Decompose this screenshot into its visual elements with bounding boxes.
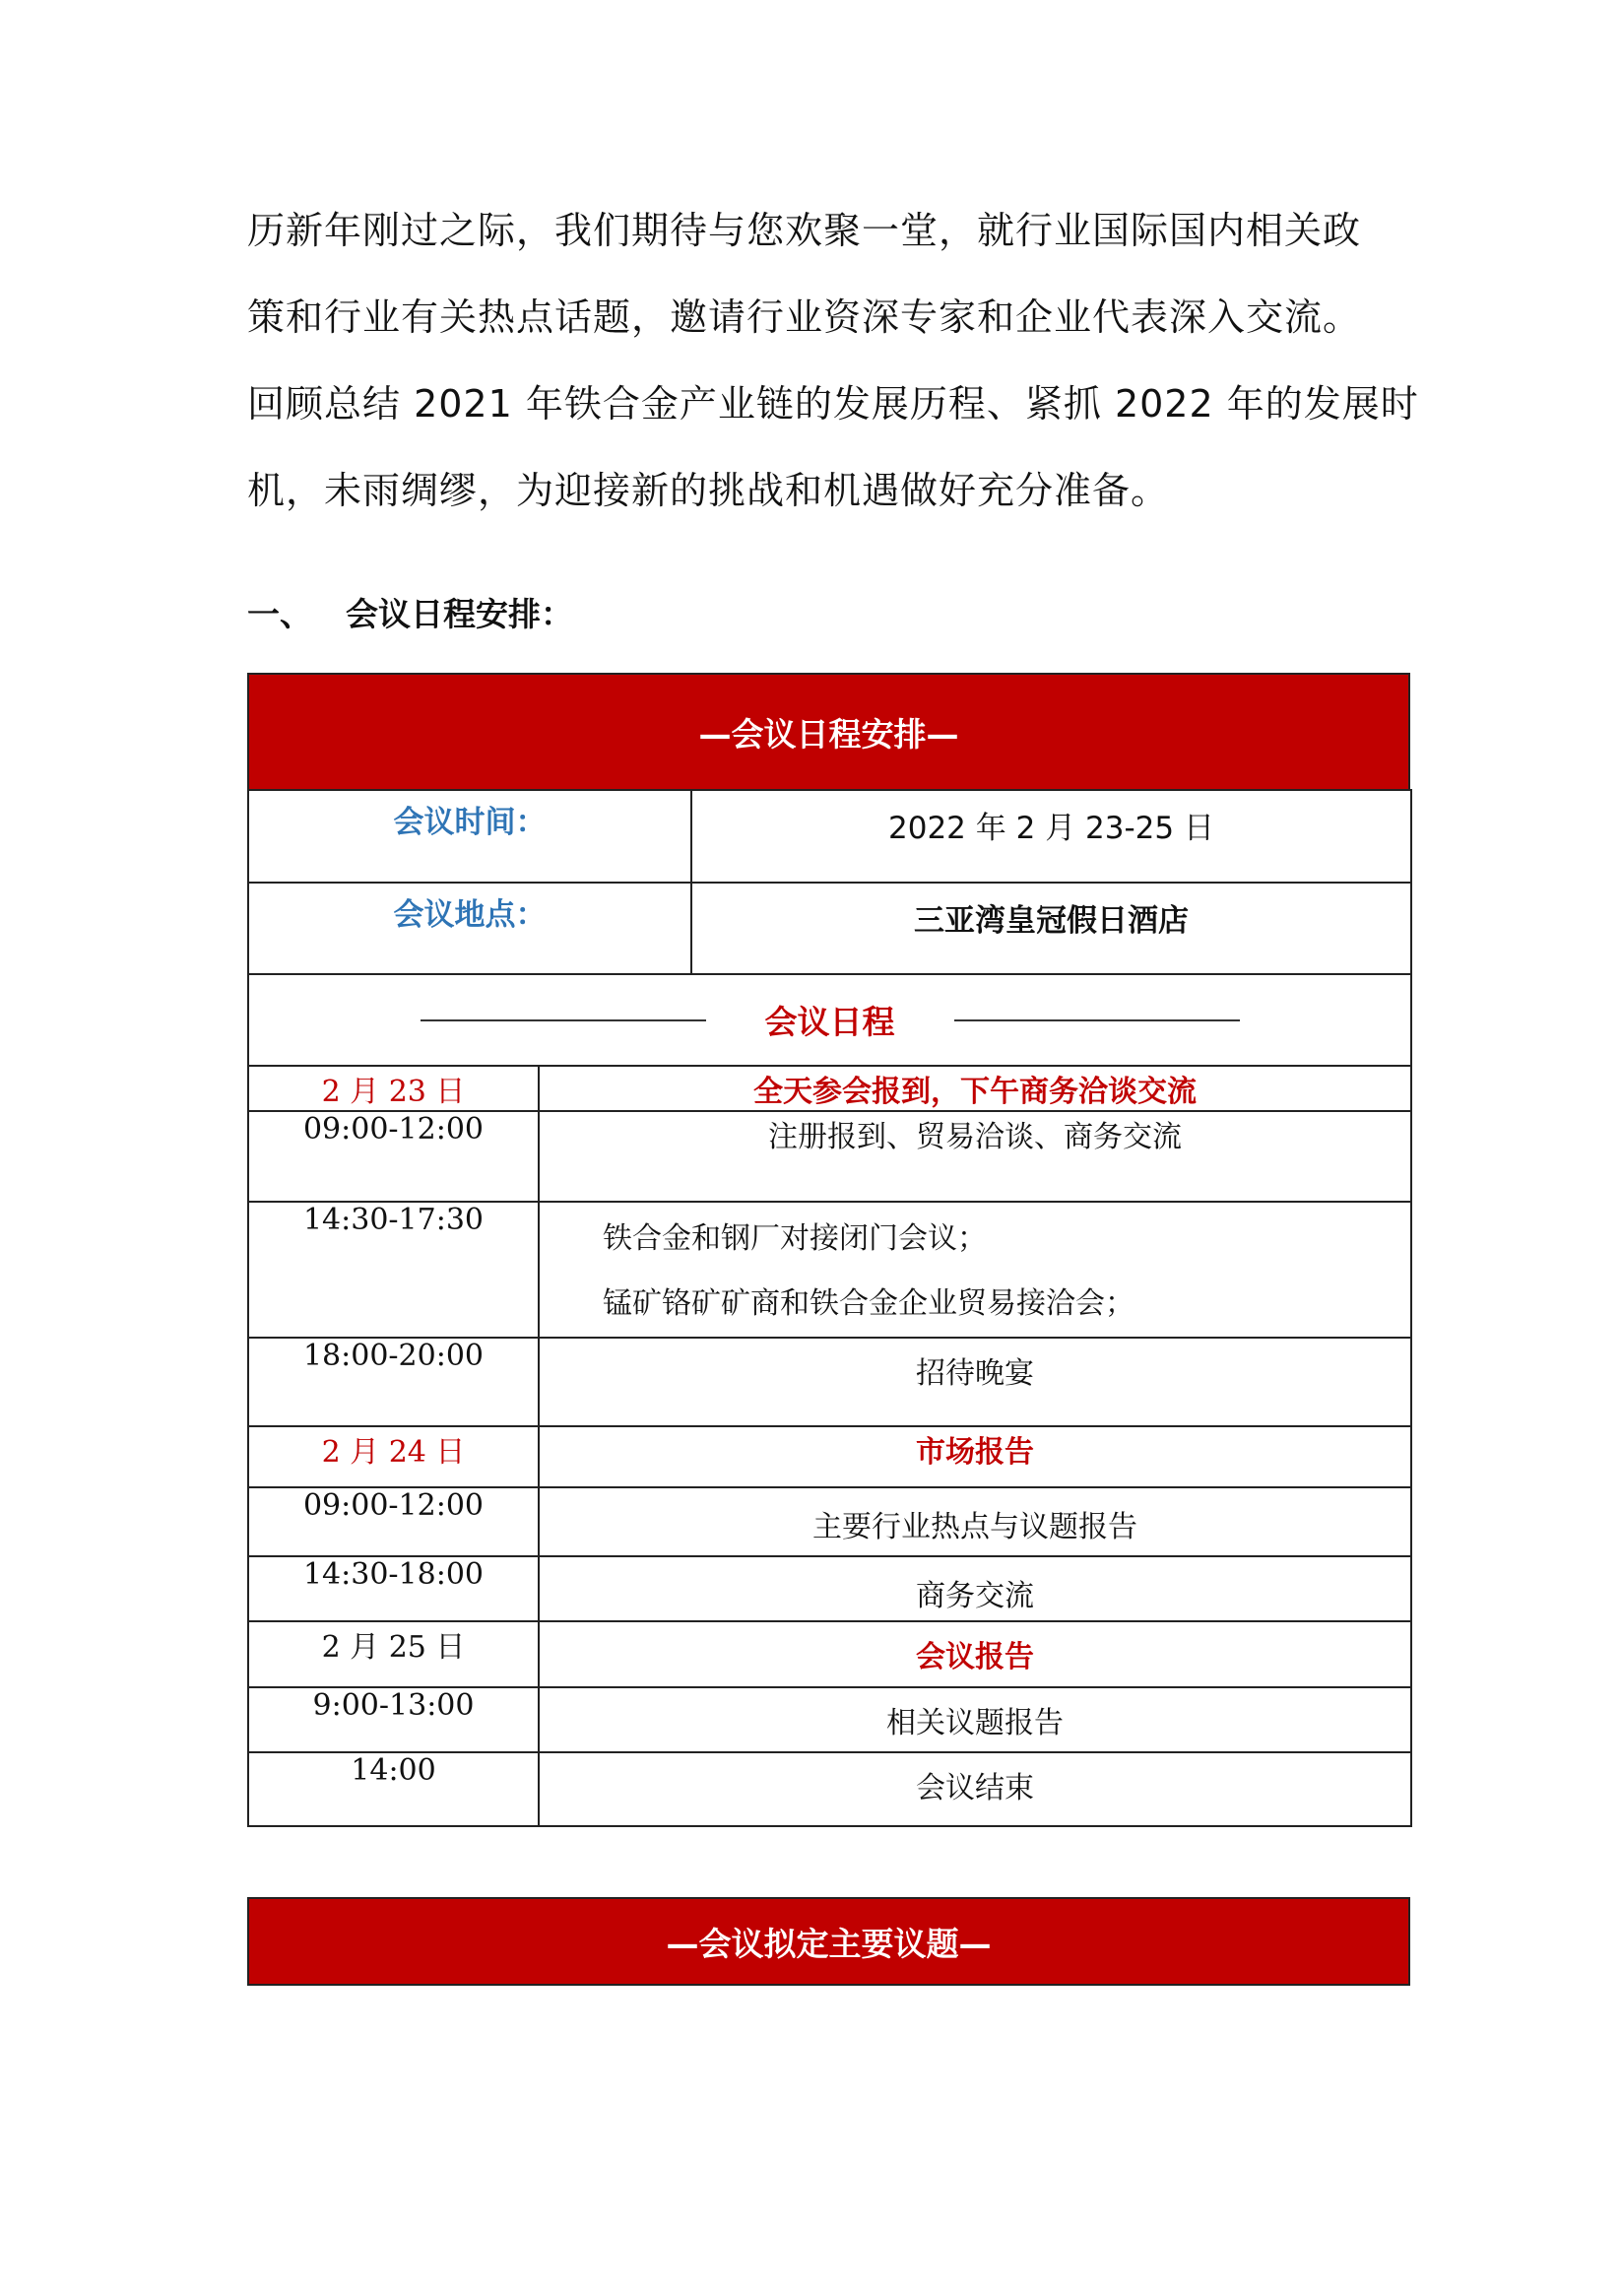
divider-left: [421, 1019, 706, 1021]
day-row: [248, 1066, 1411, 1111]
item-desc-line: 锰矿铬矿矿商和铁合金企业贸易接洽会；: [603, 1286, 1135, 1321]
item-desc: 会议结束: [539, 1752, 1411, 1826]
item-desc: 相关议题报告: [539, 1687, 1411, 1752]
item-time: 9:00-13:00: [248, 1687, 539, 1752]
agenda-heading-text: 会议日程: [764, 1003, 895, 1041]
intro-line: 策和行业有关热点话题，邀请行业资深专家和企业代表深入交流。: [247, 295, 1362, 339]
item-time: 14:30-17:30: [248, 1202, 539, 1338]
agenda-heading: [249, 997, 1410, 1043]
schedule-banner-title: —会议日程安排—: [698, 714, 959, 754]
intro-line: 机，未雨绸缪，为迎接新的挑战和机遇做好充分准备。: [247, 469, 1170, 512]
topics-banner-title: —会议拟定主要议题—: [666, 1924, 992, 1963]
place-value: 三亚湾皇冠假日酒店: [691, 883, 1411, 974]
divider-right: [954, 1019, 1240, 1021]
info-row-place: [248, 883, 1411, 974]
agenda-heading-row: [248, 974, 1411, 1066]
day-theme: 全天参会报到，下午商务洽谈交流: [539, 1066, 1411, 1111]
intro-line: 回顾总结 2021 年铁合金产业链的发展历程、紧抓 2022 年的发展时: [247, 382, 1419, 426]
item-desc: 注册报到、贸易洽谈、商务交流: [539, 1111, 1411, 1202]
item-desc: 招待晚宴: [539, 1338, 1411, 1426]
time-value: 2022 年 2 月 23-25 日: [691, 790, 1411, 883]
item-time: 18:00-20:00: [248, 1338, 539, 1426]
day-date: 2 月 25 日: [248, 1621, 539, 1687]
place-label: 会议地点：: [248, 883, 691, 974]
day-row: [248, 1621, 1411, 1687]
info-row-time: [248, 790, 1411, 883]
section-heading: [247, 589, 573, 635]
schedule-banner: [247, 673, 1410, 791]
intro-paragraph: [247, 187, 1419, 534]
day-row: [248, 1426, 1411, 1487]
table-row: [248, 1687, 1411, 1752]
intro-line: 历新年刚过之际，我们期待与您欢聚一堂，就行业国际国内相关政: [247, 209, 1362, 252]
item-time: 09:00-12:00: [248, 1487, 539, 1556]
item-desc-line: 铁合金和钢厂对接闭门会议；: [603, 1221, 987, 1256]
table-row: [248, 1111, 1411, 1202]
section-number: 一、: [247, 595, 312, 633]
topics-banner: [247, 1897, 1410, 1986]
item-desc: 商务交流: [539, 1556, 1411, 1621]
table-row: [248, 1487, 1411, 1556]
table-row: [248, 1338, 1411, 1426]
item-desc: 主要行业热点与议题报告: [539, 1487, 1411, 1556]
day-date: 2 月 24 日: [248, 1426, 539, 1487]
section-title: 会议日程安排：: [346, 595, 573, 633]
item-time: 09:00-12:00: [248, 1111, 539, 1202]
table-row: [248, 1556, 1411, 1621]
item-time: 14:30-18:00: [248, 1556, 539, 1621]
item-time: 14:00: [248, 1752, 539, 1826]
table-row: [248, 1752, 1411, 1826]
day-theme: 会议报告: [539, 1621, 1411, 1687]
day-date: 2 月 23 日: [248, 1066, 539, 1111]
table-row: [248, 1202, 1411, 1338]
day-theme: 市场报告: [539, 1426, 1411, 1487]
time-label: 会议时间：: [248, 790, 691, 883]
schedule-table: [247, 789, 1412, 1827]
item-desc: [539, 1202, 1411, 1338]
